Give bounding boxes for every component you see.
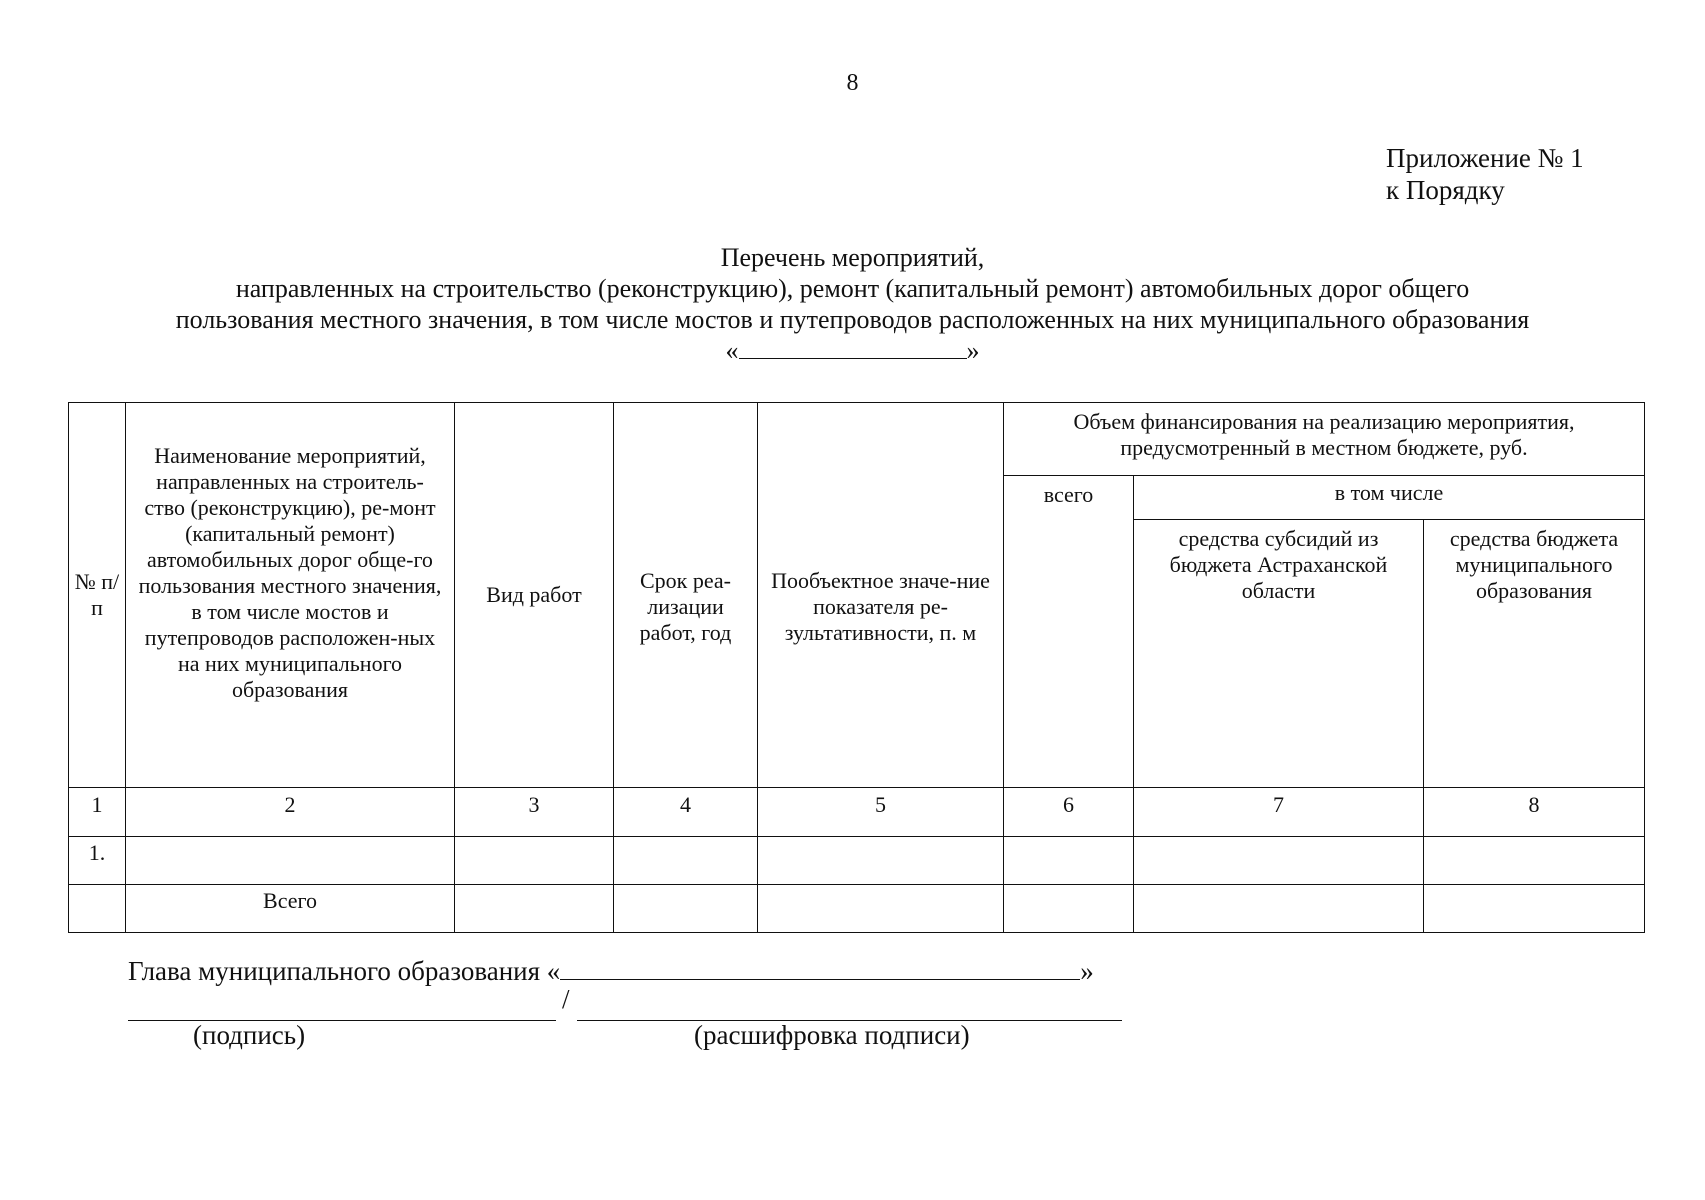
table-cell: [1134, 837, 1424, 885]
title-line-2: направленных на строительство (реконструкцию), ремонт (капитальный ремонт) автомобильных дорог общего: [235, 274, 1470, 303]
signature-slash: /: [562, 984, 570, 1014]
document-title: [60, 242, 1645, 366]
signature-decoding-line: [577, 996, 1122, 1021]
column-number: 1: [69, 788, 126, 837]
header-total: всего: [1004, 476, 1134, 788]
column-number: 5: [758, 788, 1004, 837]
row-number: 1.: [69, 837, 126, 885]
table-row: [69, 837, 1645, 885]
header-period: Срок реа-лизации работ, год: [614, 403, 758, 788]
title-line-3: пользования местного значения, в том числе мостов и путепроводов расположенных на них муниципального образования: [175, 305, 1530, 334]
page-number: 8: [846, 70, 859, 96]
signature-head-line: [128, 955, 1094, 987]
column-number: 6: [1004, 788, 1134, 837]
title-quote-close: »: [966, 336, 980, 365]
header-including: в том числе: [1134, 476, 1645, 520]
table-cell: [1424, 837, 1645, 885]
table-cell: [69, 885, 126, 933]
signature-line: [128, 996, 556, 1021]
column-number: 7: [1134, 788, 1424, 837]
signature-decoding-caption: (расшифровка подписи): [694, 1020, 970, 1050]
table-cell: [455, 885, 614, 933]
signature-quote-close: »: [1080, 956, 1094, 986]
appendix-line-2: к Порядку: [1386, 175, 1505, 205]
table-cell: [1004, 837, 1134, 885]
column-number: 2: [126, 788, 455, 837]
table-cell: [758, 837, 1004, 885]
total-label: Всего: [126, 885, 455, 933]
header-funding-group: Объем финансирования на реализацию мероприятия, предусмотренный в местном бюджете, руб.: [1004, 403, 1645, 476]
title-blank-field: [60, 335, 1645, 366]
signature-caption: (подпись): [193, 1020, 306, 1050]
header-number: № п/п: [69, 403, 126, 788]
table-cell: [1134, 885, 1424, 933]
measures-table: [68, 402, 1645, 933]
column-number: 8: [1424, 788, 1645, 837]
appendix-note: [1386, 142, 1584, 206]
title-quote-open: «: [725, 336, 739, 365]
table-cell: [1424, 885, 1645, 933]
total-row: [69, 885, 1645, 933]
header-municipal-budget: средства бюджета муниципального образования: [1424, 520, 1645, 788]
header-measure-name: Наименование мероприятий, направленных на строитель-ство (реконструкцию), ре-монт (капитальный ремонт) автомобильных дорог обще-го пользования местного значения, в том числе мостов и путепроводов расположен-ных на них муниципального образования: [126, 403, 455, 788]
header-work-type: Вид работ: [455, 403, 614, 788]
header-regional-subsidy: средства субсидий из бюджета Астраханской области: [1134, 520, 1424, 788]
signature-block: [128, 955, 1094, 987]
header-indicator: Пообъектное значе-ние показателя ре-зультативности, п. м: [758, 403, 1004, 788]
table-cell: [614, 885, 758, 933]
table-cell: [614, 837, 758, 885]
table-cell: [126, 837, 455, 885]
column-number-row: [69, 788, 1645, 837]
signature-label: Глава муниципального образования «: [128, 956, 561, 986]
table-cell: [1004, 885, 1134, 933]
column-number: 4: [614, 788, 758, 837]
appendix-line-1: Приложение № 1: [1386, 143, 1584, 173]
column-number: 3: [455, 788, 614, 837]
table-cell: [455, 837, 614, 885]
table-cell: [758, 885, 1004, 933]
title-blank-line: [739, 336, 967, 359]
head-name-line: [560, 955, 1080, 980]
title-line-1: Перечень мероприятий,: [720, 243, 985, 272]
